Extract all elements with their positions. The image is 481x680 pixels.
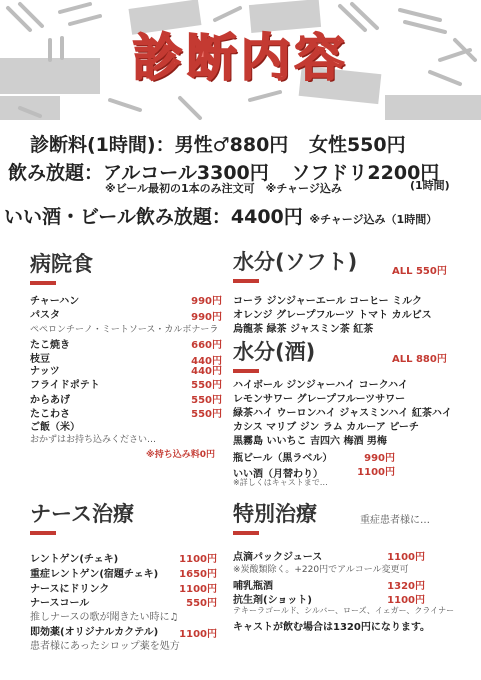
consult-fee-line (30, 130, 406, 157)
special-footer: キャストが飲む場合は1320円になります。 (233, 622, 431, 633)
drink-note: ※ビール最初の1本のみ注文可 ※チャージ込み (105, 182, 342, 195)
soft-all-price: ALL 550円 (392, 266, 447, 277)
drink-list-line: 黒霧島 いいちこ 吉四六 梅酒 男梅 (233, 436, 387, 447)
item-price: 440円 (191, 356, 222, 367)
drink-list-line: コーラ ジンジャーエール コーヒー ミルク (233, 296, 422, 307)
item-price: 550円 (191, 409, 222, 420)
drink-list-line: カシス マリブ ジン ラム カルーア ピーチ (233, 422, 419, 433)
heading-underline (233, 531, 259, 535)
special-section (233, 498, 317, 535)
drink-list-line: レモンサワー グレープフルーツサワー (233, 394, 406, 405)
item-price: 990円 (191, 296, 222, 307)
beer-price: 4400円 (230, 206, 303, 228)
drink-list-line: 烏龍茶 緑茶 ジャスミン茶 紅茶 (233, 324, 374, 335)
item-price: 1100円 (179, 629, 217, 640)
item-name: 抗生剤(ショット) (233, 595, 312, 606)
item-price: 990円 (191, 312, 222, 323)
drip-note: ※炭酸類除く。+220円でアルコール変更可 (233, 565, 409, 575)
item-name: 枝豆 (30, 354, 50, 365)
female-label: 女性 (308, 134, 347, 156)
item-name: フライドポテト (30, 380, 100, 391)
item-price: 550円 (191, 395, 222, 406)
item-price: 550円 (186, 598, 217, 609)
alcohol-price: 3300円 (196, 162, 269, 184)
alcohol-section (233, 336, 315, 373)
alcohol-note: ※詳しくはキャストまで… (233, 478, 328, 487)
item-price: 1100円 (357, 467, 395, 478)
item-price: 1320円 (387, 581, 425, 592)
special-heading: 特別治療 (233, 502, 317, 526)
hospital-food-section (30, 248, 93, 285)
item-name: 哺乳瓶酒 (233, 581, 273, 592)
item-name: パスタ (30, 310, 60, 321)
item-price: 1100円 (179, 584, 217, 595)
item-name: ナースコール (30, 598, 90, 609)
nurse-section (30, 498, 134, 535)
item-name: 重症レントゲン(宿題チェキ) (30, 569, 159, 580)
item-price: 550円 (191, 380, 222, 391)
beer-note: ※チャージ込み（1時間） (309, 213, 438, 226)
title-container (0, 18, 481, 90)
drink-list-line: オレンジ グレープフルーツ トマト カルピス (233, 310, 432, 321)
page-title: 診断内容 (132, 29, 349, 87)
alcohol-heading: 水分(酒) (233, 340, 316, 364)
item-name: ナッツ (30, 366, 60, 377)
item-price: 990円 (364, 453, 395, 464)
heading-underline (30, 281, 56, 285)
item-name: チャーハン (30, 296, 80, 307)
bring-in-note: ※持ち込み料0円 (146, 450, 216, 460)
male-symbol: ♂ (212, 134, 230, 156)
item-name: からあげ (30, 395, 70, 406)
drink-list-line: ハイボール ジンジャーハイ コークハイ (233, 380, 408, 391)
male-price: 880円 (229, 134, 289, 156)
item-price: 1100円 (387, 552, 425, 563)
item-name: いい酒（月替わり） (233, 469, 323, 480)
item-price: 1100円 (387, 595, 425, 606)
alcohol-label: アルコール (103, 162, 197, 184)
drink-unit-note: (1時間) (410, 179, 450, 192)
item-name: 即効薬(オリジナルカクテル) (30, 627, 159, 638)
item-name: ご飯（米） (30, 422, 80, 433)
pasta-note: ペペロンチーノ・ミートソース・カルボナーラ (30, 325, 219, 335)
item-name: たこ焼き (30, 340, 70, 351)
hospital-food-heading: 病院食 (30, 252, 93, 276)
heading-underline (233, 369, 259, 373)
item-price: 1100円 (179, 554, 217, 565)
shot-note: テキーラゴールド、シルバー、ローズ、イェガー、クライナー (233, 606, 455, 615)
special-subtitle: 重症患者様に… (360, 515, 430, 526)
medicine-note: 患者様にあったシロップ薬を処方 (30, 641, 180, 652)
item-name: ナースにドリンク (30, 584, 110, 595)
nurse-heading: ナース治療 (30, 502, 134, 526)
item-name: レントゲン(チェキ) (30, 554, 119, 565)
item-name: 瓶ビール（黒ラベル） (233, 453, 333, 464)
drink-list-line: 緑茶ハイ ウーロンハイ ジャスミンハイ 紅茶ハイ (233, 408, 452, 419)
soft-drinks-section (233, 246, 357, 283)
item-name: 点滴パックジュース (233, 552, 323, 563)
softdrink-label: ソフドリ (291, 162, 368, 184)
item-price: 440円 (191, 366, 222, 377)
female-price: 550円 (346, 134, 406, 156)
heading-underline (233, 279, 259, 283)
alcohol-all-price: ALL 880円 (392, 354, 447, 365)
consult-label: 診断料(1時間)：男性 (30, 134, 213, 156)
heading-underline (30, 531, 56, 535)
item-price: 660円 (191, 340, 222, 351)
item-name: たこわさ (30, 409, 70, 420)
nurse-call-note: 推しナースの歌が聞きたい時に♫ (30, 612, 179, 623)
drink-label: 飲み放題： (8, 162, 104, 184)
softdrink-price: 2200円 (367, 162, 440, 184)
item-price: 1650円 (179, 569, 217, 580)
rice-note: おかずはお持ち込みください… (30, 435, 157, 445)
beer-plan-line (4, 202, 437, 229)
soft-drinks-heading: 水分(ソフト) (233, 250, 358, 274)
beer-label: いい酒・ビール飲み放題： (4, 206, 231, 228)
